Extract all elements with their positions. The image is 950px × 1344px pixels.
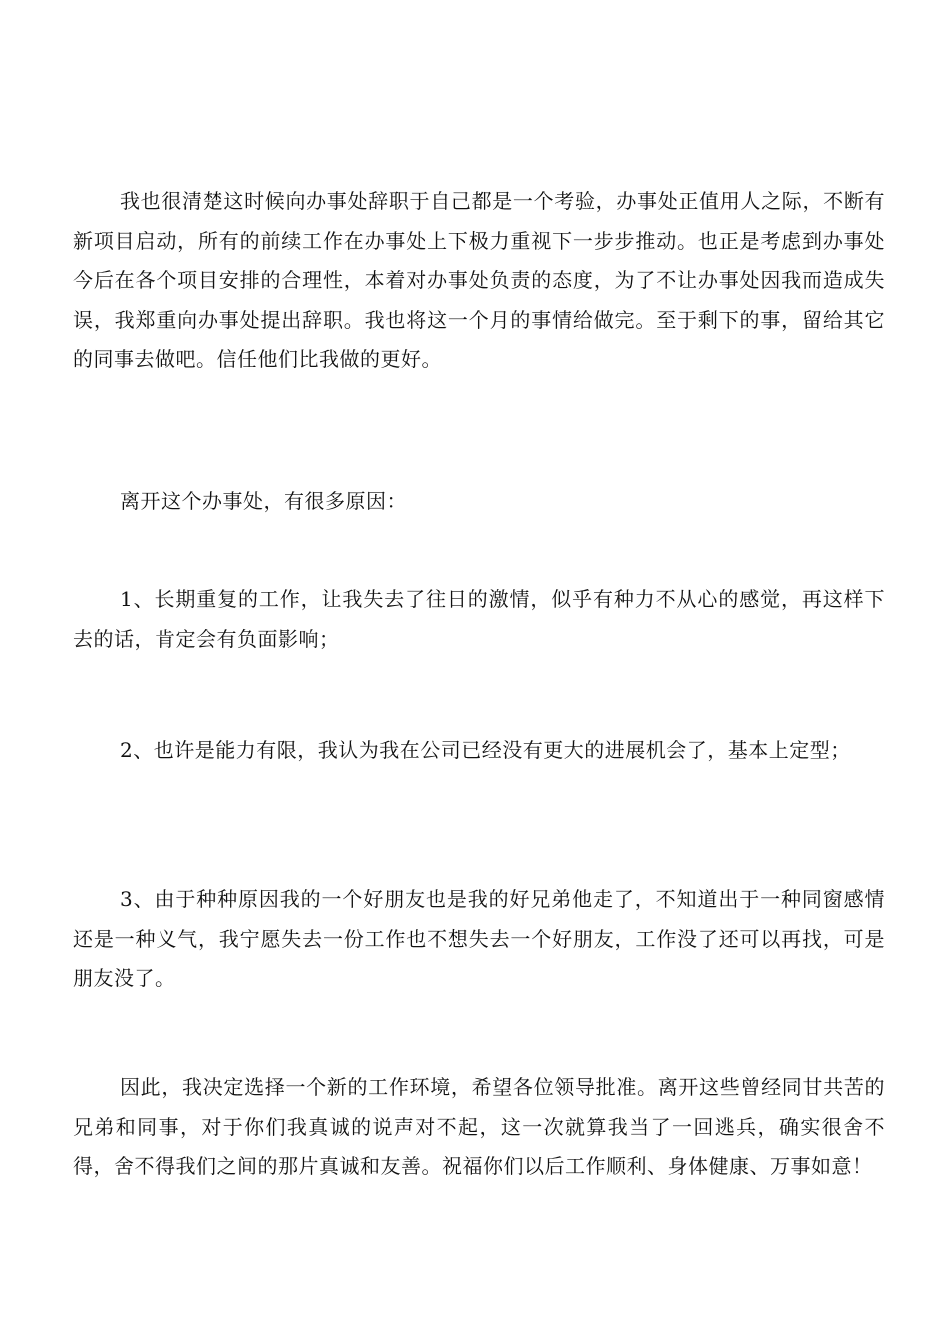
paragraph-conclusion: 因此，我决定选择一个新的工作环境，希望各位领导批准。离开这些曾经同甘共苦的兄弟和同事，对于你们我真诚的说声对不起，这一次就算我当了一回逃兵，确实很舍不得，舍不得我们之间的那片真诚和友善。祝福你们以后工作顺利、身体健康、万事如意！ [73, 1075, 885, 1178]
paragraph-reason-2: 2、也许是能力有限，我认为我在公司已经没有更大的进展机会了，基本上定型； [120, 738, 851, 762]
paragraph-resignation-reason: 我也很清楚这时候向办事处辞职于自己都是一个考验，办事处正值用人之际，不断有新项目启动，所有的前续工作在办事处上下极力重视下一步步推动。也正是考虑到办事处今后在各个项目安排的合理性，本着对办事处负责的态度，为了不让办事处因我而造成失误，我郑重向办事处提出辞职。我也将这一个月的事情给做完。至于剩下的事，留给其它的同事去做吧。信任他们比我做的更好。 [73, 189, 885, 371]
paragraph-reason-3: 3、由于种种原因我的一个好朋友也是我的好兄弟他走了，不知道出于一种同窗感情还是一种义气，我宁愿失去一份工作也不想失去一个好朋友，工作没了还可以再找，可是朋友没了。 [73, 887, 885, 990]
paragraph-reasons-intro: 离开这个办事处，有很多原因： [120, 489, 407, 513]
paragraph-reason-1: 1、长期重复的工作，让我失去了往日的激情，似乎有种力不从心的感觉，再这样下去的话，肯定会有负面影响； [73, 587, 885, 651]
